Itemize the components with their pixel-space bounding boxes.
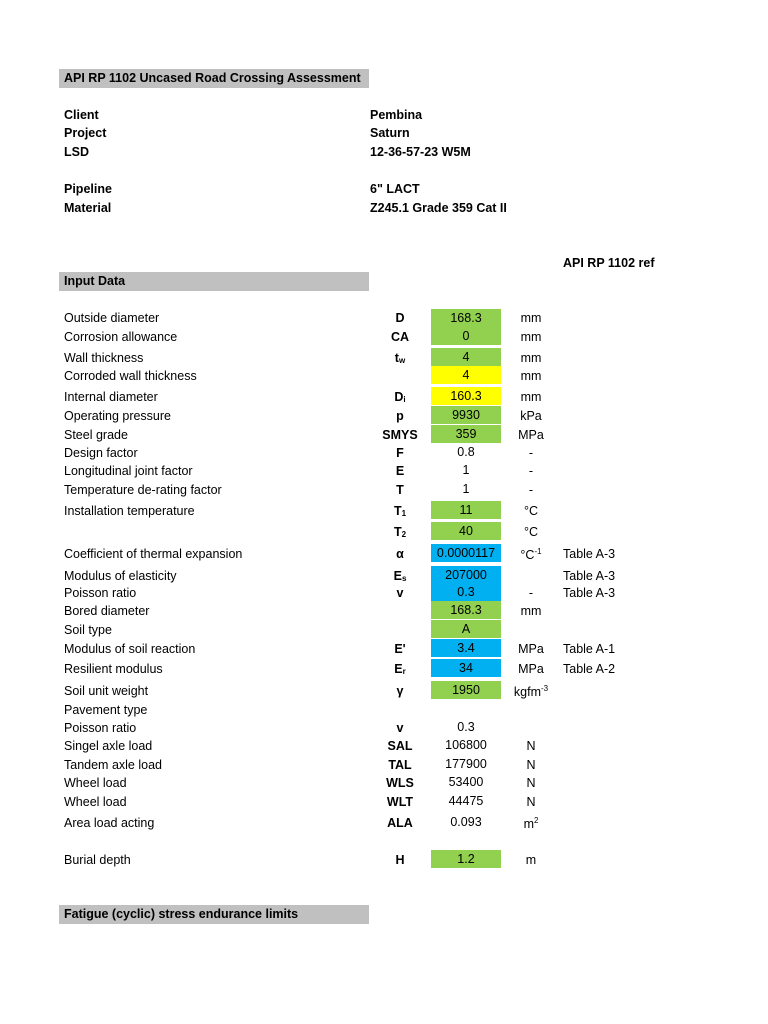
- row-label: Burial depth: [64, 853, 131, 867]
- row-symbol: WLS: [386, 776, 414, 790]
- ref-column-header: API RP 1102 ref: [563, 256, 655, 270]
- pipeline-value: 6" LACT: [370, 182, 420, 196]
- table-reference: Table A-3: [563, 586, 616, 600]
- row-symbol: v: [396, 721, 404, 735]
- row-unit: -: [528, 446, 534, 460]
- input-cell[interactable]: 40: [431, 522, 501, 540]
- table-reference: Table A-3: [563, 547, 616, 561]
- title-bar: [59, 69, 369, 88]
- row-label: Internal diameter: [64, 390, 158, 404]
- row-symbol: WLT: [386, 795, 414, 809]
- row-label: Wheel load: [64, 776, 127, 790]
- fatigue-section: [59, 905, 369, 924]
- row-label: Corrosion allowance: [64, 330, 178, 344]
- row-unit: $^\circ C^{-1}$: [520, 547, 542, 562]
- row-label: Area load acting: [64, 816, 155, 830]
- project-value: Saturn: [370, 126, 410, 140]
- table-lookup-cell: 207000: [431, 566, 501, 584]
- row-label: Design factor: [64, 446, 138, 460]
- row-unit: $m^2$: [523, 816, 539, 831]
- row-unit: mm: [520, 311, 542, 325]
- client-value: Pembina: [370, 108, 423, 122]
- lsd-label: LSD: [64, 145, 89, 159]
- row-unit: m: [525, 853, 537, 867]
- row-symbol: $T_1$: [393, 504, 407, 518]
- input-cell[interactable]: 168.3: [431, 601, 501, 619]
- pipeline-label: Pipeline: [64, 182, 112, 196]
- table-lookup-cell: 3.4: [431, 639, 501, 657]
- row-symbol: T: [396, 483, 404, 497]
- row-unit: N: [526, 776, 536, 790]
- row-label: Soil type: [64, 623, 112, 637]
- row-label: Operating pressure: [64, 409, 172, 423]
- row-label: Modulus of soil reaction: [64, 642, 196, 656]
- row-symbol: γ: [396, 684, 404, 698]
- row-label: Wall thickness: [64, 351, 144, 365]
- row-label: Temperature de-rating factor: [64, 483, 222, 497]
- row-symbol: F: [396, 446, 404, 460]
- value-cell: 53400: [448, 775, 484, 789]
- value-cell: 0.8: [457, 445, 475, 459]
- row-label: Outside diameter: [64, 311, 160, 325]
- row-unit: °C: [523, 504, 539, 518]
- row-symbol: SMYS: [382, 428, 418, 442]
- material-value: Z245.1 Grade 359 Cat II: [370, 201, 507, 215]
- row-symbol: CA: [390, 330, 410, 344]
- row-label: Poisson ratio: [64, 721, 137, 735]
- value-cell: 0.093: [450, 815, 482, 829]
- table-reference: Table A-1: [563, 642, 616, 656]
- row-label: Pavement type: [64, 703, 148, 717]
- row-label: Resilient modulus: [64, 662, 163, 676]
- row-unit: -: [528, 483, 534, 497]
- input-cell[interactable]: A: [431, 620, 501, 638]
- row-unit: mm: [520, 369, 542, 383]
- row-symbol: p: [396, 409, 404, 423]
- client-label: Client: [64, 108, 99, 122]
- row-label: Modulus of elasticity: [64, 569, 177, 583]
- row-label: Soil unit weight: [64, 684, 149, 698]
- calculated-cell: 4: [431, 366, 501, 384]
- input-cell[interactable]: 168.3: [431, 309, 501, 327]
- input-cell[interactable]: 4: [431, 348, 501, 366]
- value-cell: 44475: [448, 794, 484, 808]
- input-cell[interactable]: 1.2: [431, 850, 501, 868]
- row-symbol: H: [395, 853, 405, 867]
- value-cell: 177900: [445, 757, 487, 771]
- value-cell: 1: [462, 482, 470, 496]
- input-data-title: Input Data: [64, 274, 126, 288]
- row-unit: MPa: [518, 642, 544, 656]
- input-cell[interactable]: 11: [431, 501, 501, 519]
- row-unit: MPa: [518, 428, 544, 442]
- row-unit: mm: [520, 351, 542, 365]
- row-unit: -: [528, 586, 534, 600]
- row-label: Coefficient of thermal expansion: [64, 547, 243, 561]
- calculated-cell: 160.3: [431, 387, 501, 405]
- row-unit: N: [526, 739, 536, 753]
- row-label: Steel grade: [64, 428, 128, 442]
- row-symbol: D: [395, 311, 405, 325]
- input-cell[interactable]: 0: [431, 327, 501, 345]
- row-symbol: TAL: [388, 758, 412, 772]
- value-cell: 1: [462, 463, 470, 477]
- row-symbol: E: [395, 464, 405, 478]
- input-data-section: [59, 272, 369, 291]
- project-label: Project: [64, 126, 107, 140]
- row-unit: mm: [520, 604, 542, 618]
- table-lookup-cell: 0.0000117: [431, 544, 501, 562]
- row-label: Corroded wall thickness: [64, 369, 197, 383]
- row-symbol: α: [396, 547, 404, 561]
- row-symbol: $D_i$: [394, 390, 406, 404]
- material-label: Material: [64, 201, 112, 215]
- input-cell[interactable]: 359: [431, 425, 501, 443]
- row-unit: kgfm$^{-3}$: [513, 684, 549, 699]
- row-unit: -: [528, 464, 534, 478]
- row-symbol: $T_2$: [393, 525, 407, 539]
- row-symbol: ALA: [387, 816, 413, 830]
- value-cell: 0.3: [457, 720, 475, 734]
- row-symbol: $t_w$: [394, 351, 406, 365]
- table-reference: Table A-2: [563, 662, 616, 676]
- row-unit: mm: [520, 330, 542, 344]
- row-unit: mm: [520, 390, 542, 404]
- row-symbol: $E_s$: [393, 569, 407, 583]
- input-cell[interactable]: 9930: [431, 406, 501, 424]
- table-lookup-cell: 0.3: [431, 583, 501, 601]
- row-unit: N: [526, 758, 536, 772]
- document-title: API RP 1102 Uncased Road Crossing Assessment: [64, 71, 361, 85]
- row-symbol: v: [396, 586, 404, 600]
- table-reference: Table A-3: [563, 569, 616, 583]
- row-label: Poisson ratio: [64, 586, 137, 600]
- row-label: Tandem axle load: [64, 758, 162, 772]
- row-unit: N: [526, 795, 536, 809]
- row-label: Wheel load: [64, 795, 127, 809]
- row-symbol: E': [394, 642, 406, 656]
- value-cell: 106800: [445, 738, 487, 752]
- row-symbol: $E_r$: [394, 662, 406, 676]
- input-cell[interactable]: 1950: [431, 681, 501, 699]
- fatigue-section-title: Fatigue (cyclic) stress endurance limits: [64, 907, 299, 921]
- row-symbol: SAL: [387, 739, 413, 753]
- row-label: Singel axle load: [64, 739, 153, 753]
- row-label: Installation temperature: [64, 504, 195, 518]
- row-unit: MPa: [518, 662, 544, 676]
- row-label: Bored diameter: [64, 604, 150, 618]
- row-unit: kPa: [520, 409, 542, 423]
- row-unit: °C: [523, 525, 539, 539]
- lsd-value: 12-36-57-23 W5M: [370, 145, 471, 159]
- table-lookup-cell: 34: [431, 659, 501, 677]
- row-label: Longitudinal joint factor: [64, 464, 193, 478]
